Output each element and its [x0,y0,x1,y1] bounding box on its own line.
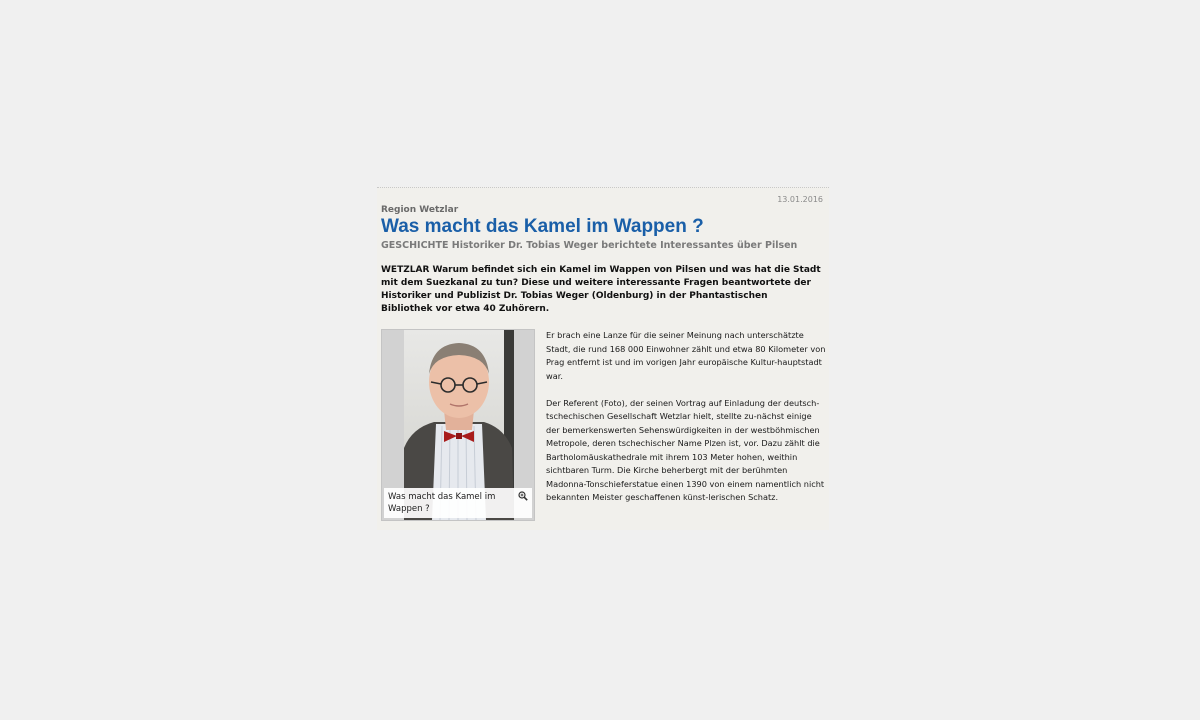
body-paragraph: Er brach eine Lanze für die seiner Meinung nach unterschätzte Stadt, die rund 168 000 Einwohner zählt und etwa 80 Kilometer von Prag entfernt ist und im vorigen Jahr europäische Kultur-hauptstadt war. [546,330,826,381]
body-paragraph: Der Referent (Foto), der seinen Vortrag auf Einladung der deutsch-tschechischen Gesellschaft Wetzlar hielt, stellte zu-nächst einige der bemerkenswerten Sehenswürdigkeiten in der westböhmischen Metropole, deren tschechischer Name Plzen ist, vor. Dazu zählt die Bartholomäuskathedrale mit ihrem 103 Meter hohen, weithin sichtbaren Turm. Die Kirche beherbergt mit der berühmten Madonna-Tonschieferstatue einen 1390 von einem namentlich nicht bekannten Meister geschaffenen künst-lerischen Schatz. [546,397,825,502]
region-label: Region Wetzlar [381,205,459,215]
article-subtitle: GESCHICHTE Historiker Dr. Tobias Weger berichtete Interessantes über Pilsen [381,240,798,251]
image-caption-text: Was macht das Kamel im Wappen ? [388,492,496,514]
article-lead: WETZLAR Warum befindet sich ein Kamel im Wappen von Pilsen und was hat die Stadt mit dem Suezkanal zu tun? Diese und weitere interessante Fragen beantwortete der Historiker und Publizist Dr. Tobias Weger (Oldenburg) in der Phantastischen Bibliothek vor etwa 40 Zuhörern. [381,265,821,314]
article-date: 13.01.2016 [777,195,823,204]
article-title: Was macht das Kamel im Wappen ? [381,216,704,237]
image-caption [384,488,532,518]
article-figure[interactable] [381,329,535,521]
magnifier-icon[interactable] [518,491,528,501]
article-body [546,329,826,518]
article [377,187,829,530]
